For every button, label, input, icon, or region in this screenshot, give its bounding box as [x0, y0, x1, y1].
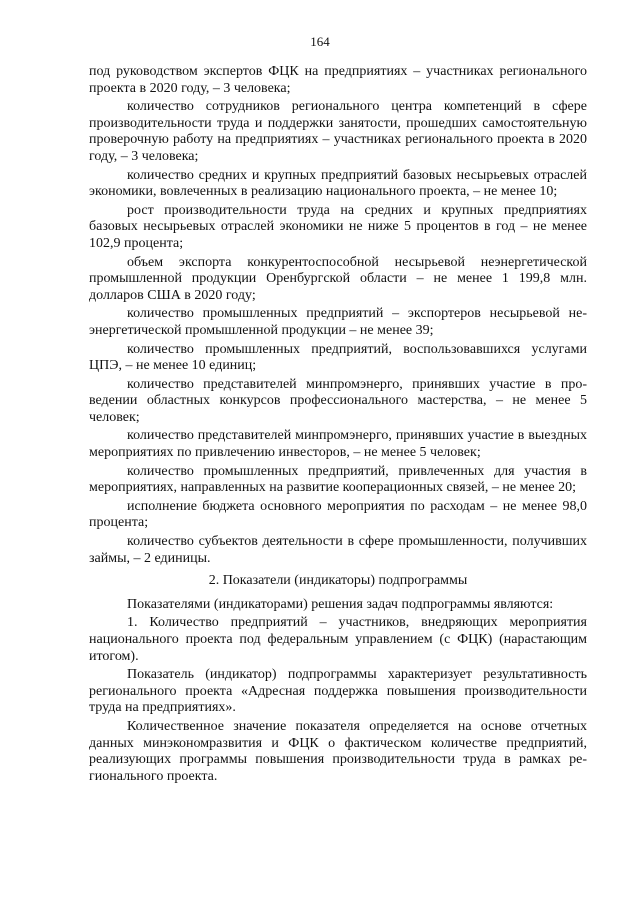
- paragraph: исполнение бюджета основного мероприятия по расходам – не менее 98,0 процента;: [89, 498, 587, 531]
- paragraph: 1. Количество предприятий – участников, внедряющих мероприятия национального проекта под федеральным управлением (с ФЦК) (нарастающим итогом).: [89, 615, 587, 664]
- paragraph: количество представителей минпромэнерго, принявших участие в проведении областных конкурсов профессионального мастерства, – не менее 5 человек;: [89, 376, 587, 425]
- paragraph: количество представителей минпромэнерго, принявших участие в выездных мероприятиях по привлечению инвесторов, – не менее 5 человек;: [89, 428, 587, 461]
- paragraph: Показатель (индикатор) подпрограммы характеризует результативность регионального проекта «Адресная поддержка повышения производительности труда на предприятиях».: [89, 667, 587, 716]
- page-number: 164: [310, 34, 330, 49]
- paragraph: количество субъектов деятельности в сфере промышленности, получивших займы, – 2 единицы.: [89, 534, 587, 566]
- paragraph: количество сотрудников регионального центра компетенций в сфере производительности труда и поддержки занятости, прошедших самостоятельную проверочную работу на предприятиях – участниках регионального проекта в 2020 году, – 3 человека;: [89, 99, 587, 164]
- paragraph: количество промышленных предприятий – экспортеров несырьевой неэнергетической промышленной продукции – не менее 39;: [89, 306, 587, 338]
- paragraph: количество средних и крупных предприятий базовых несырьевых отраслей экономики, вовлеченных в реализацию национального проекта, – не менее 10;: [89, 167, 587, 200]
- paragraph: Показателями (индикаторами) решения задач подпрограммы являются:: [127, 596, 554, 612]
- paragraph: количество промышленных предприятий, привлеченных для участия в мероприятиях, направленных на развитие кооперационных связей, – не менее 20;: [89, 463, 587, 496]
- document-body: [89, 64, 587, 787]
- paragraph: количество промышленных предприятий, воспользовавшихся услугами ЦПЭ, – не менее 10 единиц;: [89, 341, 587, 374]
- paragraph: объем экспорта конкурентоспособной несырьевой неэнергетической промышленной продукции Оренбургской области – не менее 1 199,8 млн. долларов США в 2020 году;: [89, 254, 587, 303]
- paragraph: Количественное значение показателя определяется на основе отчетных данных минэкономразвития и ФЦК о фактическом количестве предприятий, реализующих программы повышения производительности труда в рамках регионального проекта.: [89, 718, 587, 784]
- paragraph: под руководством экспертов ФЦК на предприятиях – участниках регионального проекта в 2020 году, – 3 человека;: [89, 64, 587, 96]
- paragraph: рост производительности труда на средних и крупных предприятиях базовых несырьевых отраслей экономики не ниже 5 процентов в год – не менее 102,9 процента;: [89, 202, 587, 251]
- section-heading: 2. Показатели (индикаторы) подпрограммы: [208, 573, 468, 589]
